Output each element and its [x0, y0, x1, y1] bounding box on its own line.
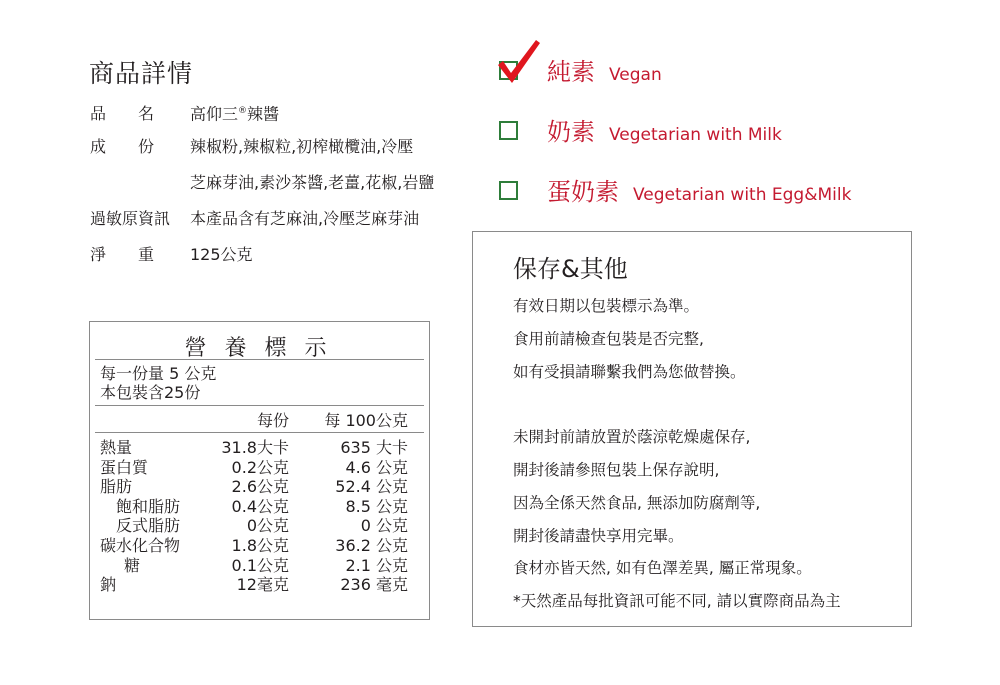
- storage-title: 保存&其他: [513, 255, 628, 283]
- nutrient-per-100g: 635 大卡: [340, 438, 408, 457]
- diet-option-1: [547, 52, 662, 87]
- ingredients-line-1: 辣椒粉,辣椒粒,初榨橄欖油,冷壓: [190, 137, 414, 156]
- nutrient-per-100g: 52.4 公克: [335, 477, 408, 497]
- nutrient-per-serving: 0.4公克: [231, 496, 289, 516]
- nutrient-per-100g: 2.1 公克: [345, 555, 408, 575]
- storage-line: 開封後請參照包裝上保存說明,: [513, 461, 720, 479]
- nutrient-name: 蛋白質: [100, 457, 149, 477]
- col-header-per-serving: 每份: [256, 411, 289, 430]
- product-details-title: 商品詳情: [89, 59, 194, 88]
- nutrition-divider: [95, 432, 424, 433]
- ingredients-line-2: 芝麻芽油,素沙茶醬,老薑,花椒,岩鹽: [190, 173, 435, 192]
- storage-line: *天然產品每批資訊可能不同, 請以實際商品為主: [513, 592, 841, 611]
- storage-line: 食材亦皆天然, 如有色澤差異, 屬正常現象。: [513, 559, 812, 578]
- storage-line: 如有受損請聯繫我們為您做替換。: [513, 362, 746, 381]
- net-weight-row: [90, 245, 253, 265]
- diet-option-en: Vegetarian with Egg&Milk: [633, 185, 852, 205]
- nutrient-per-serving: 0.1公克: [231, 555, 289, 575]
- nutrient-name: 碳水化合物: [100, 536, 181, 555]
- checkmark-icon: [496, 37, 542, 87]
- nutrition-facts-box: [89, 321, 430, 620]
- nutrition-divider: [95, 359, 424, 360]
- nutrient-per-100g: 0 公克: [360, 516, 408, 536]
- nutrition-facts-title: 營養標示: [184, 336, 345, 361]
- nutrient-per-serving: 0.2公克: [231, 457, 289, 477]
- diet-option-en: Vegan: [609, 65, 662, 85]
- nutrient-per-100g: 236 毫克: [340, 575, 408, 595]
- storage-line: 未開封前請放置於蔭涼乾燥處保存,: [513, 428, 751, 447]
- nutrient-per-100g: 36.2 公克: [335, 536, 408, 555]
- net-weight-value: 125公克: [190, 245, 253, 264]
- nutrient-per-serving: 2.6公克: [231, 477, 289, 497]
- storage-line: 食用前請檢查包裝是否完整,: [513, 329, 704, 348]
- product-name-value: 高仰三: [190, 104, 239, 124]
- nutrient-per-100g: 4.6 公克: [345, 457, 408, 477]
- storage-box: [472, 231, 912, 627]
- ingredients-label: 成 份: [90, 137, 155, 156]
- nutrient-name: 反式脂肪: [116, 516, 181, 536]
- nutrition-divider: [95, 405, 424, 406]
- product-name-suffix: 辣醬: [247, 104, 280, 124]
- nutrient-per-serving: 1.8公克: [231, 536, 289, 555]
- allergen-row: [90, 209, 419, 229]
- storage-line: 開封後請盡快享用完畢。: [513, 526, 684, 545]
- nutrient-name: 飽和脂肪: [116, 496, 181, 516]
- diet-option-en: Vegetarian with Milk: [609, 125, 782, 145]
- nutrient-per-serving: 31.8大卡: [221, 438, 289, 457]
- ingredients-row: [90, 137, 413, 157]
- diet-option-zh: 奶素: [547, 118, 595, 146]
- net-weight-label: 淨 重: [90, 245, 155, 264]
- storage-line: 有效日期以包裝標示為準。: [513, 297, 700, 315]
- allergen-label: 過敏原資訊: [90, 209, 171, 228]
- product-name-row: [90, 101, 279, 124]
- nutrient-name: 鈉: [100, 575, 117, 595]
- allergen-value: 本產品含有芝麻油,冷壓芝麻芽油: [190, 209, 420, 228]
- diet-checkbox-3[interactable]: [499, 181, 518, 200]
- registered-mark: ®: [238, 106, 248, 116]
- nutrient-name: 脂肪: [100, 477, 133, 497]
- nutrient-name: 熱量: [100, 438, 133, 457]
- nutrient-name: 糖: [124, 555, 141, 575]
- serving-size: 每一份量 5 公克: [100, 364, 217, 383]
- storage-line: 因為全係天然食品, 無添加防腐劑等,: [513, 493, 761, 512]
- diet-option-3: [547, 172, 851, 207]
- diet-option-zh: 純素: [547, 58, 595, 86]
- product-name-label: 品 名: [90, 104, 155, 124]
- servings-per-pack: 本包裝含25份: [100, 383, 201, 402]
- nutrient-per-serving: 12毫克: [236, 575, 289, 595]
- nutrient-per-100g: 8.5 公克: [345, 496, 408, 516]
- diet-option-2: [547, 112, 782, 147]
- col-header-per-100g: 每 100公克: [324, 411, 408, 430]
- nutrient-per-serving: 0公克: [246, 516, 289, 536]
- diet-option-zh: 蛋奶素: [547, 178, 619, 206]
- diet-checkbox-2[interactable]: [499, 121, 518, 140]
